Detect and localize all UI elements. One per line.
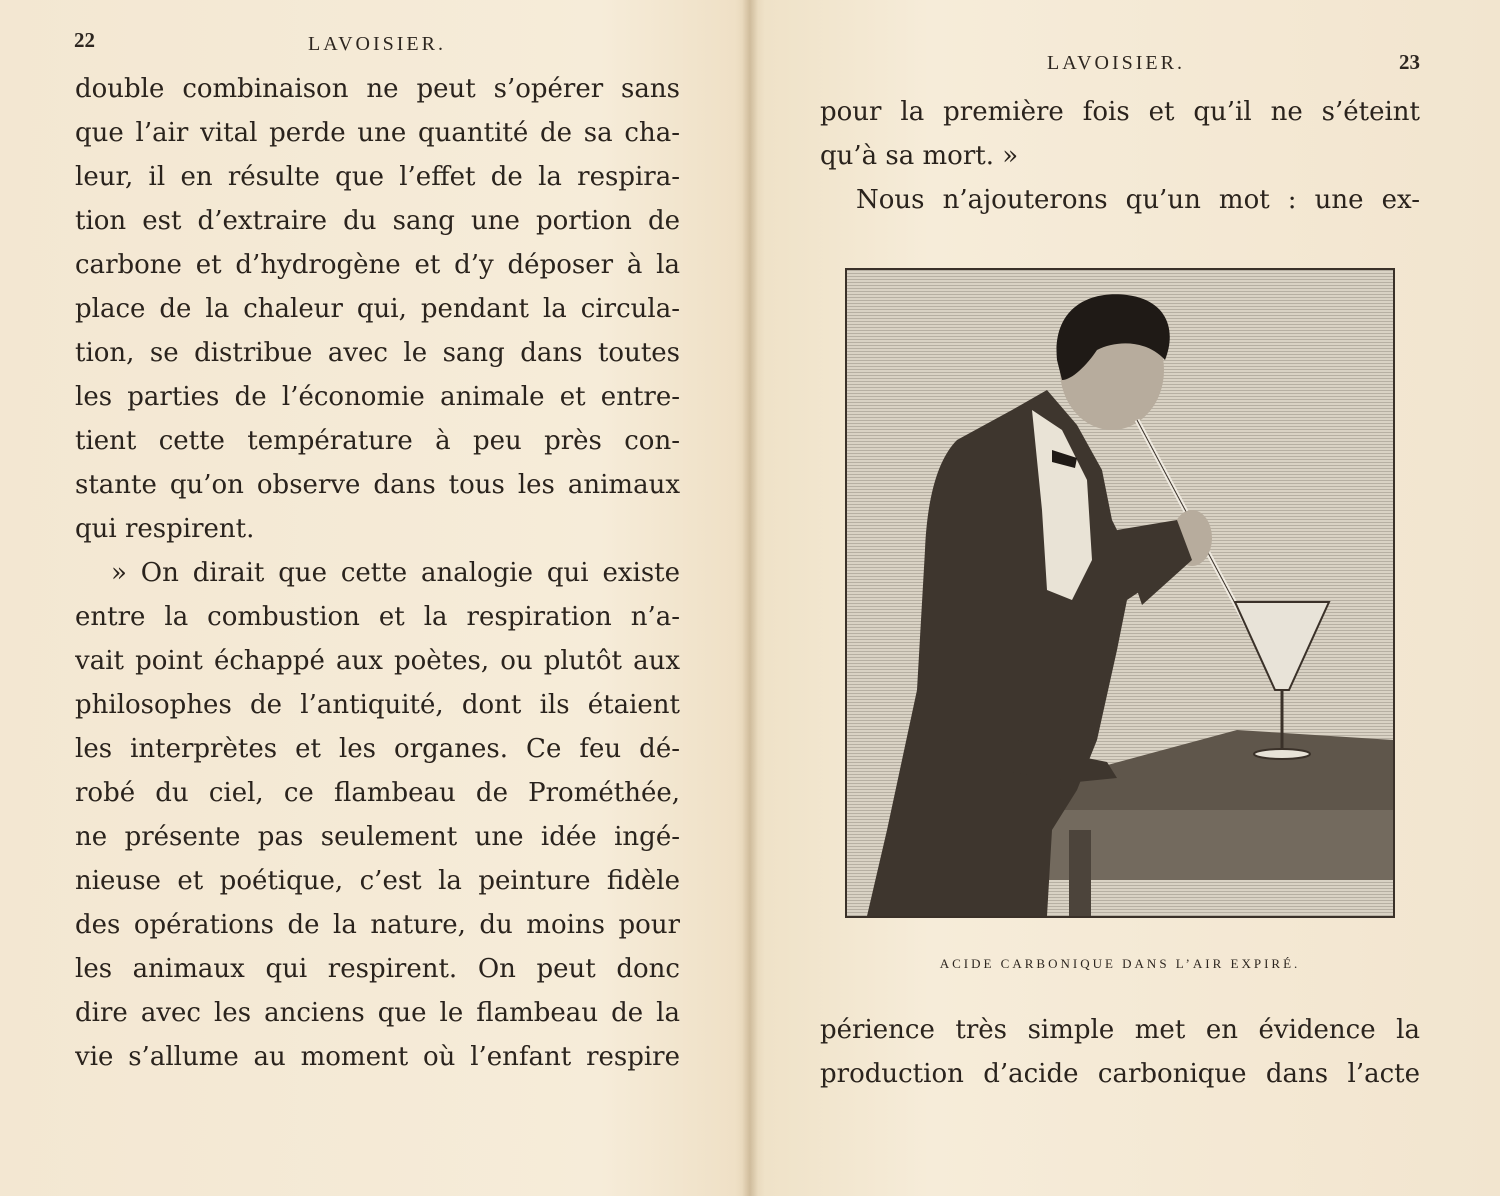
text-line: carbone et d’hydrogène et d’y déposer à la <box>75 250 680 280</box>
left-page <box>0 0 745 1196</box>
text-line: place de la chaleur qui, pendant la circula- <box>75 294 680 324</box>
text-line: vie s’allume au moment où l’enfant respire <box>75 1042 680 1072</box>
glass-base <box>1254 749 1310 759</box>
text-line: nieuse et poétique, c’est la peinture fidèle <box>75 866 680 896</box>
left-running-head: LAVOISIER. <box>308 33 446 55</box>
left-page-text <box>75 67 680 1079</box>
right-running-head: LAVOISIER. <box>1047 52 1185 74</box>
text-line: les animaux qui respirent. On peut donc <box>75 954 680 984</box>
text-line: leur, il en résulte que l’effet de la respira- <box>75 162 680 192</box>
text-line: » On dirait que cette analogie qui existe <box>111 558 680 588</box>
text-line: robé du ciel, ce flambeau de Prométhée, <box>75 778 680 808</box>
text-line: pour la première fois et qu’il ne s’éteint <box>820 97 1420 127</box>
text-line: les interprètes et les organes. Ce feu dé- <box>75 734 680 764</box>
text-line: qu’à sa mort. » <box>820 141 1019 171</box>
right-page <box>755 0 1500 1196</box>
text-line: périence très simple met en évidence la <box>820 1015 1420 1045</box>
text-line: Nous n’ajouterons qu’un mot : une ex- <box>856 185 1420 215</box>
text-line: qui respirent. <box>75 514 255 544</box>
text-line: stante qu’on observe dans tous les animaux <box>75 470 680 500</box>
text-line: tion, se distribue avec le sang dans toutes <box>75 338 680 368</box>
text-line: dire avec les anciens que le flambeau de la <box>75 998 680 1028</box>
left-page-number: 22 <box>74 28 95 52</box>
right-page-number: 23 <box>1399 50 1420 74</box>
text-line: entre la combustion et la respiration n’a- <box>75 602 680 632</box>
text-line: tion est d’extraire du sang une portion de <box>75 206 680 236</box>
engraving-drawing <box>847 270 1393 916</box>
text-line: que l’air vital perde une quantité de sa cha- <box>75 118 680 148</box>
text-line: ne présente pas seulement une idée ingé- <box>75 822 680 852</box>
text-line: les parties de l’économie animale et entre- <box>75 382 680 412</box>
engraving-illustration <box>845 268 1395 918</box>
text-line: des opérations de la nature, du moins pour <box>75 910 680 940</box>
text-line: tient cette température à peu près con- <box>75 426 680 456</box>
text-line: philosophes de l’antiquité, dont ils étaient <box>75 690 680 720</box>
right-page-text-top <box>820 90 1420 222</box>
figure-caption: ACIDE CARBONIQUE DANS L’AIR EXPIRÉ. <box>939 956 1301 971</box>
right-page-text-bottom <box>820 1008 1420 1096</box>
text-line: production d’acide carbonique dans l’acte <box>820 1059 1420 1089</box>
text-line: vait point échappé aux poètes, ou plutôt aux <box>75 646 680 676</box>
table-leg <box>1069 830 1091 916</box>
glass-bowl <box>1235 602 1329 690</box>
text-line: double combinaison ne peut s’opérer sans <box>75 74 680 104</box>
